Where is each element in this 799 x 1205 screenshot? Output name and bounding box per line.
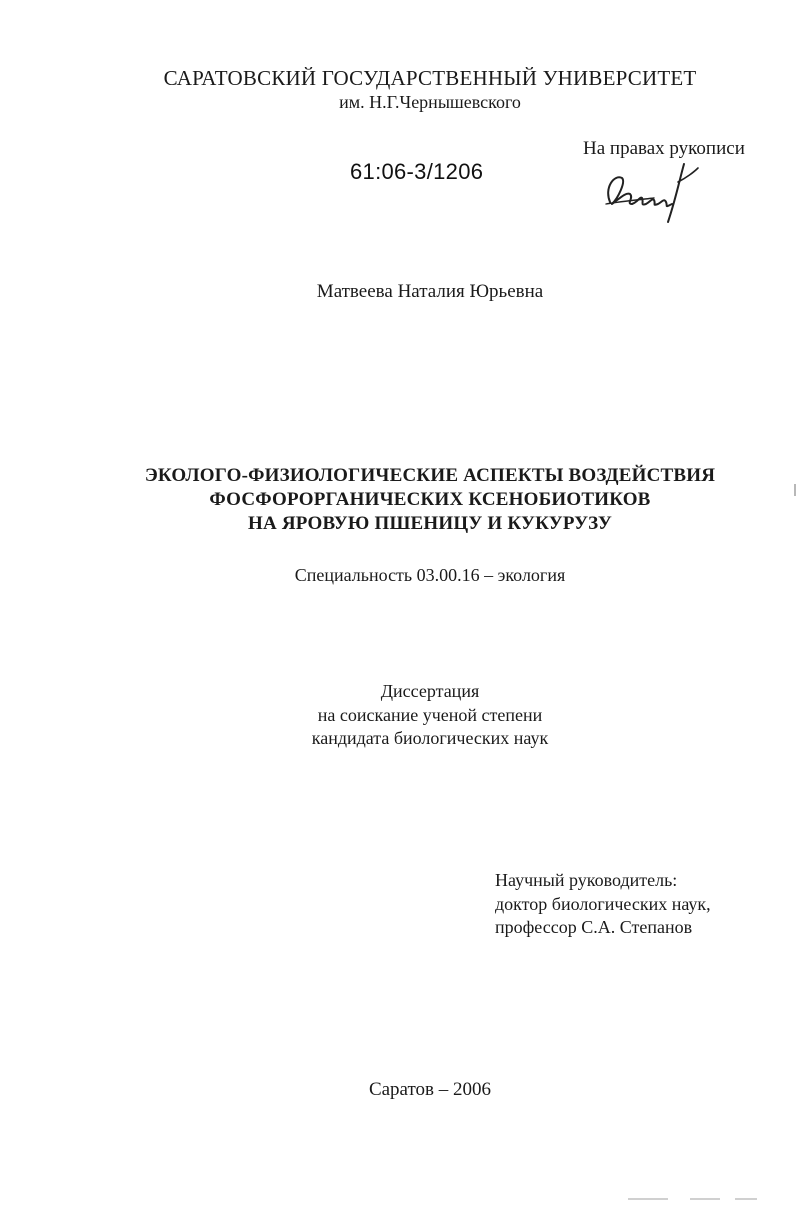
university-named-after: им. Н.Г.Чернышевского bbox=[339, 92, 521, 112]
author-name: Матвеева Наталия Юрьевна bbox=[316, 281, 544, 302]
catalog-number: 61:06-3/1206 bbox=[350, 159, 484, 184]
dissertation-title-line-1: ЭКОЛОГО-ФИЗИОЛОГИЧЕСКИЕ АСПЕКТЫ ВОЗДЕЙСТВИЯ bbox=[144, 465, 716, 486]
scan-speck bbox=[690, 1198, 720, 1200]
scan-edge-mark bbox=[794, 484, 796, 496]
scan-speck bbox=[735, 1198, 757, 1200]
speciality: Специальность 03.00.16 – экология bbox=[294, 565, 566, 585]
city-year: Саратов – 2006 bbox=[368, 1079, 492, 1100]
degree-field-line: кандидата биологических наук bbox=[311, 728, 549, 748]
university-name: САРАТОВСКИЙ ГОСУДАРСТВЕННЫЙ УНИВЕРСИТЕТ bbox=[163, 66, 697, 90]
rights-note: На правах рукописи bbox=[583, 138, 745, 159]
supervisor-degree: доктор биологических наук, bbox=[495, 894, 711, 914]
dissertation-label: Диссертация bbox=[380, 681, 480, 701]
dissertation-title-line-2: ФОСФОРОРГАНИЧЕСКИХ КСЕНОБИОТИКОВ bbox=[209, 489, 651, 510]
scan-speck bbox=[628, 1198, 668, 1200]
dissertation-title-line-3: НА ЯРОВУЮ ПШЕНИЦУ И КУКУРУЗУ bbox=[248, 513, 612, 534]
supervisor-name: профессор С.А. Степанов bbox=[495, 917, 693, 937]
degree-line: на соискание ученой степени bbox=[317, 705, 543, 725]
author-signature-icon bbox=[596, 158, 706, 230]
supervisor-label: Научный руководитель: bbox=[495, 870, 678, 890]
